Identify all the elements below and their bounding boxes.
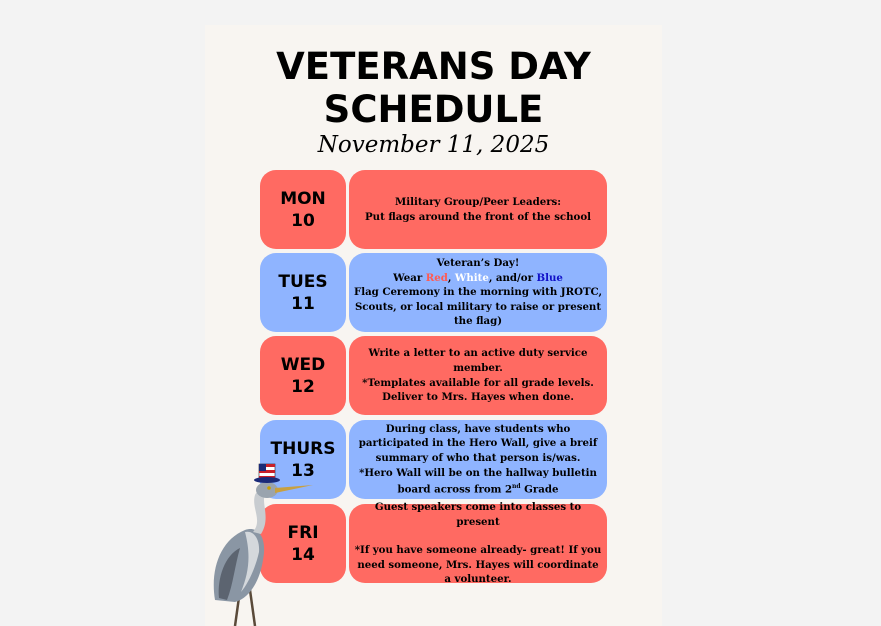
day-label: THURS [270, 438, 336, 459]
schedule-row-tues [260, 253, 607, 332]
desc-line: *Templates available for all grade levels. [362, 376, 594, 389]
day-box-tues [260, 253, 346, 332]
title-line-2: SCHEDULE [323, 88, 544, 131]
day-label: FRI [287, 522, 319, 543]
desc-line: Veteran’s Day! [436, 257, 520, 270]
desc-line: Put flags around the front of the school [365, 210, 591, 223]
day-box-wed [260, 336, 346, 415]
desc-text: Grade [520, 483, 559, 496]
title-line-1: VETERANS DAY [276, 45, 591, 88]
blue-word: Blue [536, 271, 563, 284]
desc-box-mon [349, 170, 607, 249]
day-number: 12 [291, 376, 315, 397]
day-box-mon [260, 170, 346, 249]
white-word: White [454, 271, 489, 284]
day-number: 10 [291, 210, 315, 231]
schedule-row-mon [260, 170, 607, 249]
desc-line: Write a letter to an active duty service member. [368, 347, 588, 374]
heron-icon [205, 460, 325, 626]
desc-box-wed [349, 336, 607, 415]
sep-text: , [447, 271, 455, 284]
desc-line [353, 466, 603, 498]
desc-text: *Hero Wall will be on the hallway bulletin board across from 2 [359, 466, 597, 496]
schedule-row-wed [260, 336, 607, 415]
red-word: Red [425, 271, 448, 284]
day-number: 14 [291, 544, 315, 565]
desc-line: Military Group/Peer Leaders: [394, 195, 562, 208]
day-number: 11 [291, 293, 315, 314]
desc-line: Deliver to Mrs. Hayes when done. [382, 391, 574, 404]
ordinal-sup: nd [512, 483, 521, 491]
flyer-page [205, 25, 662, 626]
desc-box-tues [349, 253, 607, 332]
day-label: MON [280, 188, 326, 209]
desc-box-fri [349, 501, 607, 586]
day-label: WED [280, 354, 326, 375]
desc-line: During class, have students who participated in the Hero Wall, give a breif summary of who that person is/was. [358, 422, 598, 464]
day-number: 13 [291, 460, 315, 481]
sep-text: , and/or [488, 271, 537, 284]
desc-line: *If you have someone already- great! If you need someone, Mrs. Hayes will coordinate a volunteer. [354, 544, 602, 586]
day-label: TUES [278, 271, 328, 292]
desc-line: Flag Ceremony in the morning with JROTC, Scouts, or local military to raise or present the flag) [353, 286, 603, 328]
desc-box-thurs [349, 420, 607, 499]
desc-line-colors [393, 271, 563, 286]
event-date: November 11, 2025 [317, 132, 550, 158]
desc-line: Guest speakers come into classes to present [374, 501, 582, 528]
wear-text: Wear [393, 271, 426, 284]
